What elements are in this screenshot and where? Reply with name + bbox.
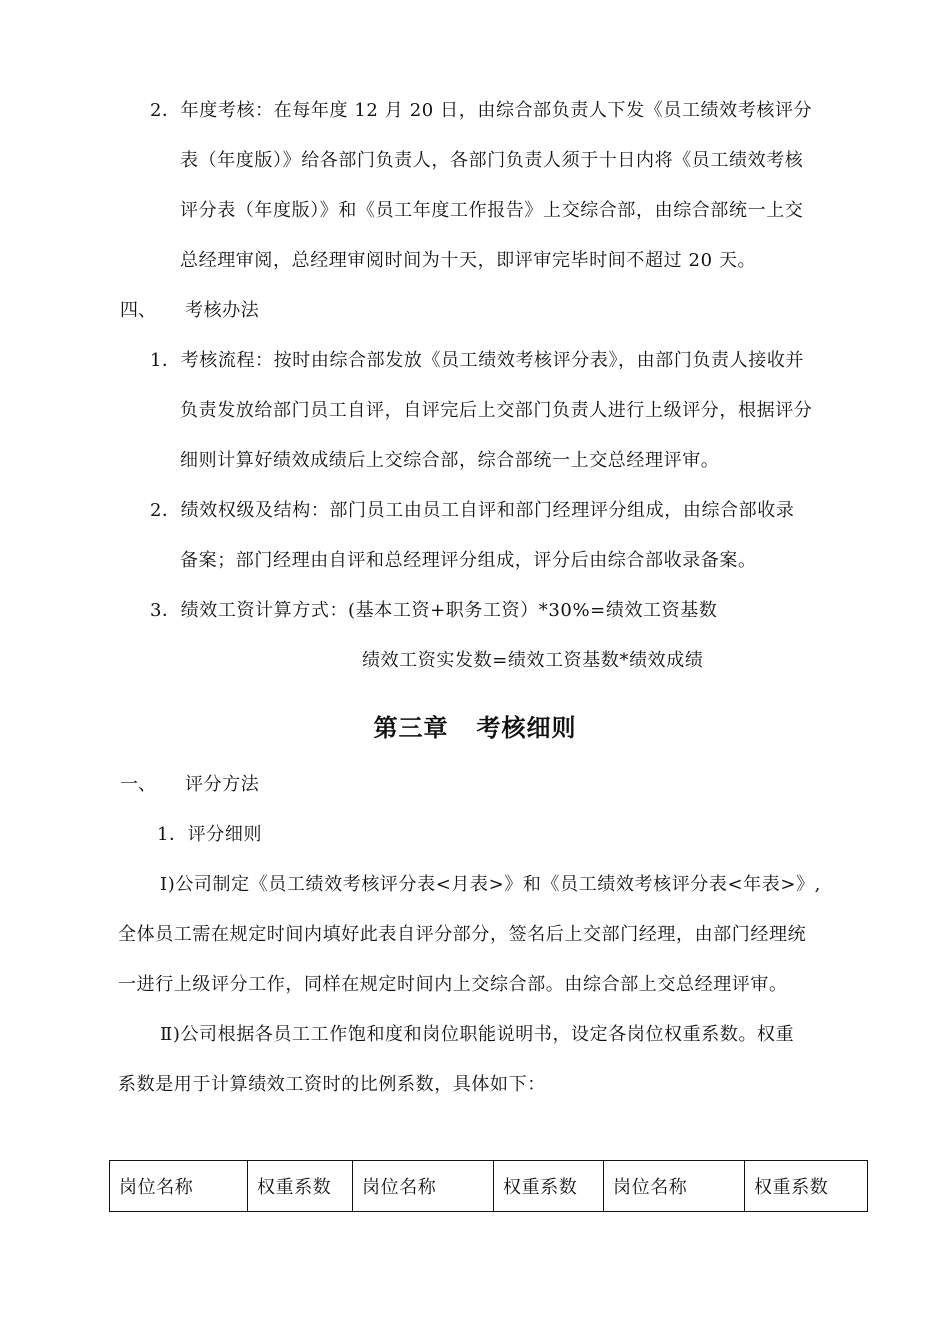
- chapter-name: 考核细则: [476, 713, 577, 742]
- weights-table: [109, 1160, 868, 1212]
- table-header-cell: 岗位名称: [110, 1161, 248, 1212]
- table-header-cell: 权重系数: [494, 1161, 604, 1212]
- salary-formula-line: 绩效工资实发数=绩效工资基数*绩效成绩: [362, 650, 704, 671]
- annual-review-line: 2．年度考核：在每年度 12 月 20 日，由综合部负责人下发《员工绩效考核评分: [150, 100, 813, 121]
- scoring-rules-heading: 1．评分细则: [157, 824, 263, 845]
- annual-review-line: 总经理审阅，总经理审阅时间为十天，即评审完毕时间不超过 20 天。: [180, 250, 757, 271]
- structure-line: 备案；部门经理由自评和总经理评分组成，评分后由综合部收录备案。: [180, 550, 757, 571]
- section-one-title: 评分方法: [185, 774, 260, 795]
- process-line: 负责发放给部门员工自评，自评完后上交部门负责人进行上级评分，根据评分: [180, 400, 813, 421]
- table-header-cell: 权重系数: [745, 1161, 868, 1212]
- process-line: 1．考核流程：按时由综合部发放《员工绩效考核评分表》，由部门负责人接收并: [150, 350, 805, 371]
- table-header-cell: 岗位名称: [353, 1161, 494, 1212]
- table-header-cell: 岗位名称: [604, 1161, 745, 1212]
- structure-line: 2．绩效权级及结构：部门员工由员工自评和部门经理评分组成，由综合部收录: [150, 500, 795, 521]
- section-four-number: 四、: [120, 300, 156, 321]
- chapter-number: 第三章: [373, 713, 449, 742]
- annual-review-line: 评分表（年度版）》和《员工年度工作报告》上交综合部，由综合部统一上交: [180, 200, 804, 221]
- rules-paragraph-line: 一进行上级评分工作，同样在规定时间内上交综合部。由综合部上交总经理评审。: [118, 974, 788, 995]
- rules-paragraph-line: 全体员工需在规定时间内填好此表自评分部分，签名后上交部门经理，由部门经理统: [118, 924, 807, 945]
- weights-paragraph-line: Ⅱ)公司根据各员工工作饱和度和岗位职能说明书，设定各岗位权重系数。权重: [160, 1024, 795, 1045]
- section-one-number: 一、: [120, 774, 156, 795]
- table-header-cell: 权重系数: [248, 1161, 353, 1212]
- rules-paragraph-line: Ⅰ)公司制定《员工绩效考核评分表<月表>》和《员工绩效考核评分表<年表>》,: [160, 874, 821, 895]
- table-header-row: [110, 1161, 868, 1212]
- weights-paragraph-line: 系数是用于计算绩效工资时的比例系数，具体如下：: [118, 1074, 546, 1095]
- process-line: 细则计算好绩效成绩后上交综合部，综合部统一上交总经理评审。: [180, 450, 720, 471]
- salary-formula-line: 3．绩效工资计算方式：(基本工资+职务工资）*30%=绩效工资基数: [150, 600, 718, 621]
- chapter-title: [0, 712, 950, 744]
- annual-review-line: 表（年度版）》给各部门负责人，各部门负责人须于十日内将《员工绩效考核: [180, 150, 804, 171]
- section-four-title: 考核办法: [185, 300, 260, 321]
